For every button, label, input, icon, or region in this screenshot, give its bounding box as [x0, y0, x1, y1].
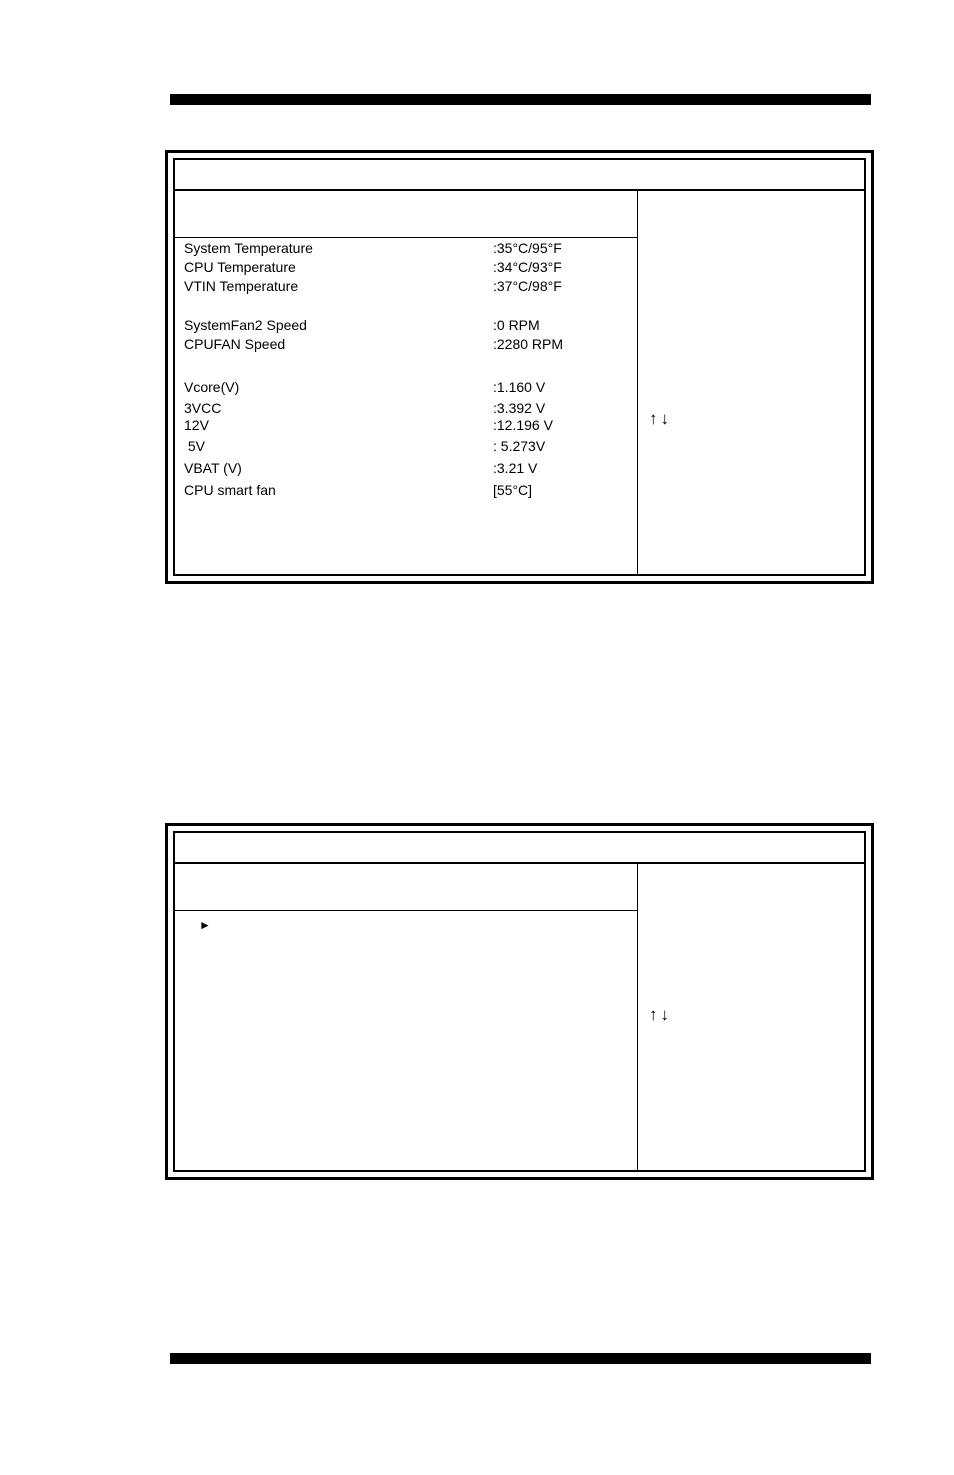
bios-screen-submenu	[165, 823, 874, 1180]
setting-value: :34°C/93°F	[493, 259, 562, 275]
bios-title-bar	[175, 160, 864, 191]
help-pane	[638, 191, 864, 574]
setting-label: VTIN Temperature	[184, 278, 299, 294]
setting-value: :37°C/98°F	[493, 278, 562, 294]
help-pane	[638, 864, 864, 1170]
bios-screen-frame	[173, 831, 866, 1172]
setting-label: CPU Temperature	[184, 259, 296, 275]
top-rule	[170, 94, 871, 105]
setting-label: VBAT (V)	[184, 460, 242, 476]
setting-value: :3.392 V	[493, 400, 546, 416]
setting-value: :3.21 V	[493, 460, 538, 476]
setting-label: Vcore(V)	[184, 379, 240, 395]
up-down-arrows-icon: ↑↓	[649, 409, 672, 428]
setting-label: 12V	[184, 417, 209, 433]
settings-pane-header	[175, 864, 637, 911]
setting-value: :1.160 V	[493, 379, 546, 395]
setting-label: CPUFAN Speed	[184, 336, 286, 352]
settings-pane-header	[175, 191, 637, 238]
bottom-rule	[170, 1353, 871, 1364]
setting-value: :2280 RPM	[493, 336, 564, 352]
setting-value: :35°C/95°F	[493, 240, 562, 256]
setting-label: SystemFan2 Speed	[184, 317, 307, 333]
setting-value: :12.196 V	[493, 417, 553, 433]
setting-value: [55°C]	[493, 482, 533, 498]
settings-pane	[175, 864, 638, 1170]
setting-label: 5V	[184, 438, 206, 454]
setting-label: CPU smart fan	[184, 482, 276, 498]
bios-screen-frame	[173, 158, 866, 576]
setting-label: System Temperature	[184, 240, 313, 256]
settings-pane	[175, 191, 638, 574]
submenu-pointer-icon[interactable]: ►	[199, 918, 211, 932]
bios-title-bar	[175, 833, 864, 864]
up-down-arrows-icon: ↑↓	[649, 1005, 672, 1024]
setting-label: 3VCC	[184, 400, 222, 416]
setting-value: : 5.273V	[493, 438, 546, 454]
setting-value: :0 RPM	[493, 317, 540, 333]
bios-screen-health	[165, 150, 874, 584]
